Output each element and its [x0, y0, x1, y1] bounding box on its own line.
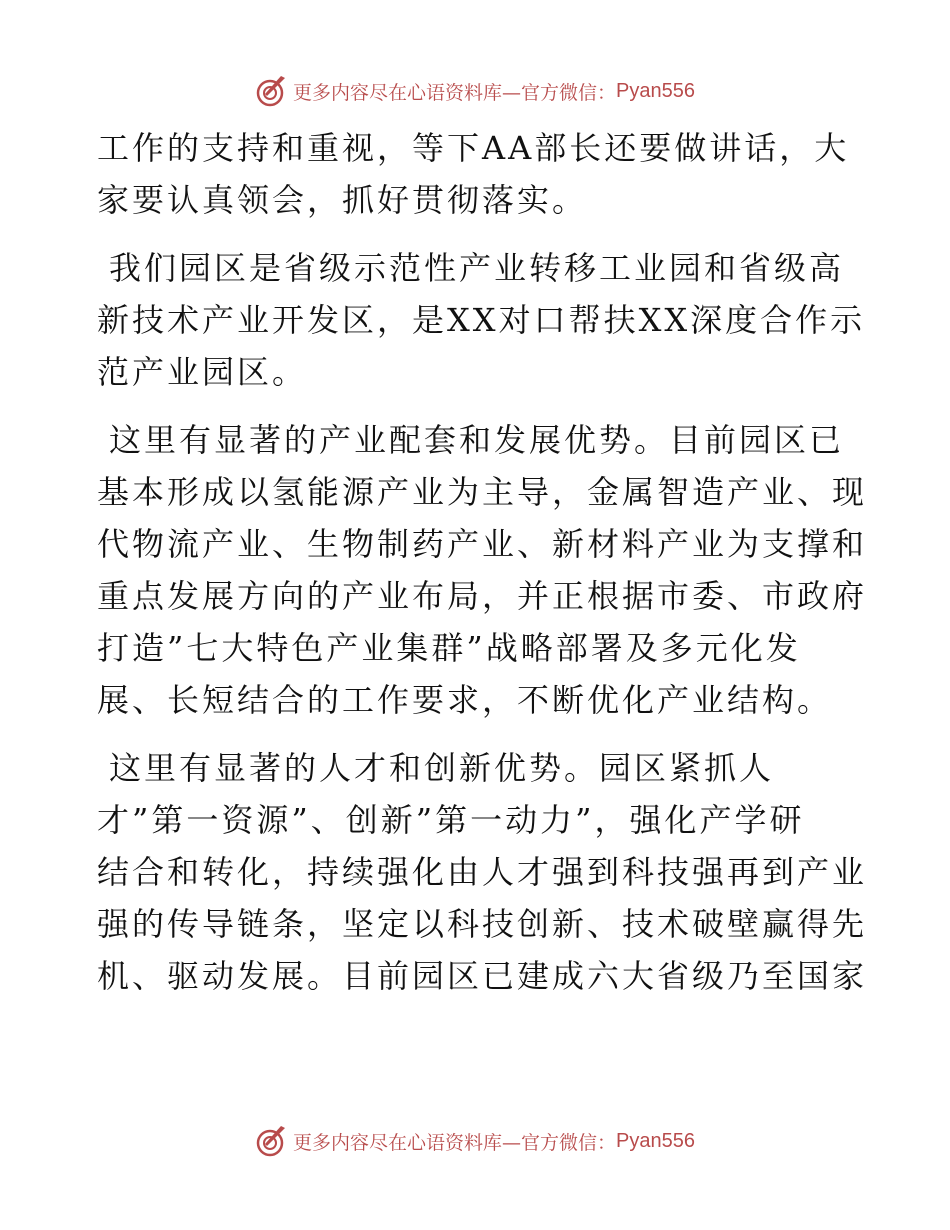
text-line: 新技术产业开发区，是XX对口帮扶XX深度合作示 [97, 301, 866, 339]
footer-banner [0, 1121, 950, 1161]
text-line: 重点发展方向的产业布局，并正根据市委、市政府 [97, 577, 868, 615]
text-line: 代物流产业、生物制药产业、新材料产业为支撑和 [97, 525, 868, 563]
banner-text: 更多内容尽在心语资料库—官方微信： [293, 1131, 617, 1154]
paragraph [97, 122, 857, 226]
banner-text: 更多内容尽在心语资料库—官方微信： [293, 81, 617, 104]
header-banner [0, 71, 950, 111]
text-line: 打造”七大特色产业集群”战略部署及多元化发 [97, 629, 801, 667]
text-line: 机、驱动发展。目前园区已建成六大省级乃至国家 [97, 957, 868, 995]
text-line: 范产业园区。 [97, 353, 308, 391]
quill-logo-icon [255, 1124, 289, 1158]
quill-logo-icon [255, 74, 289, 108]
text-line: 展、长短结合的工作要求，不断优化产业结构。 [97, 681, 833, 719]
text-line: 结合和转化，持续强化由人才强到科技强再到产业 [97, 853, 868, 891]
document-body [97, 122, 868, 1018]
text-line: 家要认真领会，抓好贯彻落实。 [97, 181, 588, 219]
paragraph [97, 414, 868, 726]
paragraph [97, 742, 868, 1002]
text-line: 基本形成以氢能源产业为主导，金属智造产业、现 [97, 473, 868, 511]
text-line: 这里有显著的人才和创新优势。园区紧抓人 [109, 749, 775, 787]
wechat-id: Pyan556 [616, 1129, 695, 1152]
paragraph [97, 242, 866, 398]
wechat-id: Pyan556 [616, 79, 695, 102]
text-line: 才”第一资源”、创新”第一动力”，强化产学研 [97, 801, 805, 839]
text-line: 工作的支持和重视，等下AA部长还要做讲话，大 [97, 129, 850, 167]
text-line: 这里有显著的产业配套和发展优势。目前园区已 [109, 421, 845, 459]
text-line: 强的传导链条，坚定以科技创新、技术破壁赢得先 [97, 905, 868, 943]
text-line: 我们园区是省级示范性产业转移工业园和省级高 [109, 249, 845, 287]
